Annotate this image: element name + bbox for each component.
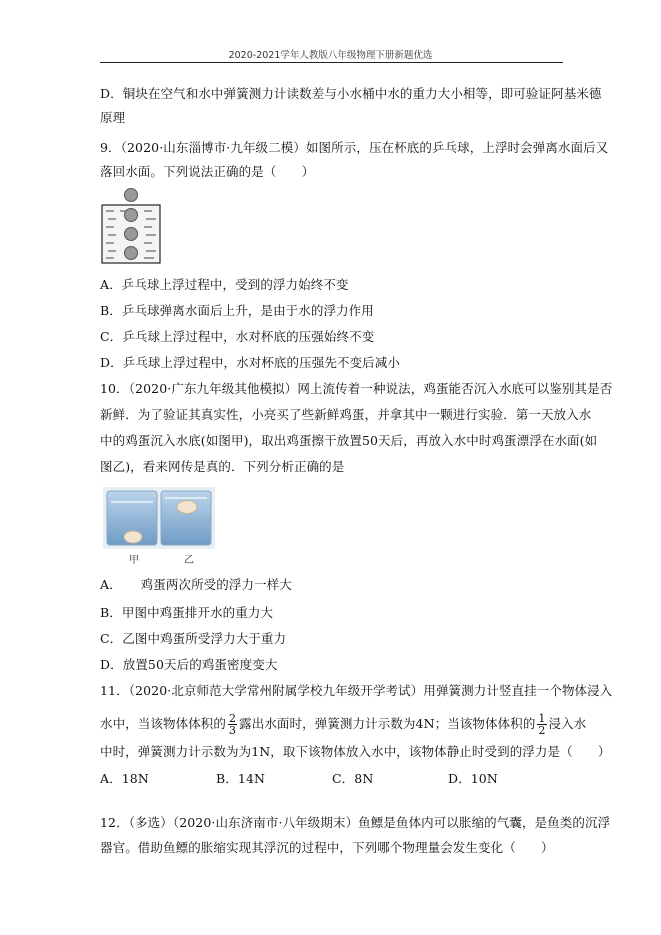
fraction-denominator: 2 <box>538 724 546 737</box>
photo-label-yi: 乙 <box>184 555 194 566</box>
header-rule <box>100 62 563 63</box>
q10-option-c: C．乙图中鸡蛋所受浮力大于重力 <box>100 631 287 646</box>
q12-stem-line1: 12．（多选）（2020·山东济南市·八年级期末）鱼鳔是鱼体内可以胀缩的气囊，是鱼类的沉浮 <box>100 815 611 830</box>
q9-stem-line1: 9．（2020·山东淄博市·九年级二模）如图所示，压在杯底的乒乓球，上浮时会弹离水面后又 <box>100 140 609 155</box>
fraction-denominator: 3 <box>229 724 237 737</box>
pingpong-cup-figure <box>100 187 166 267</box>
q12-stem-line2: 器官。借助鱼鳔的胀缩实现其浮沉的过程中，下列哪个物理量会发生变化（ ） <box>100 840 554 855</box>
photo-label-jia: 甲 <box>129 555 139 566</box>
q10-option-d: D．放置50天后的鸡蛋密度变大 <box>100 657 278 672</box>
glass-left <box>107 491 157 545</box>
q11-stem-line1: 11．（2020·北京师范大学常州附属学校九年级开学考试）用弹簧测力计竖直挂一个物体浸入 <box>100 683 613 698</box>
q11-stem-line3: 中时，弹簧测力计示数为为1N，取下该物体放入水中，该物体静止时受到的浮力是（ ） <box>100 744 611 759</box>
q10-option-b: B．甲图中鸡蛋排开水的重力大 <box>100 605 274 620</box>
q10-stem-line3: 中的鸡蛋沉入水底(如图甲)，取出鸡蛋擦干放置50天后，再放入水中时鸡蛋漂浮在水面(如 <box>100 433 598 448</box>
q10-stem-line2: 新鲜．为了验证其真实性，小亮买了些新鲜鸡蛋，并拿其中一颗进行实验．第一天放入水 <box>100 407 592 422</box>
q10-stem-line1: 10．（2020·广东九年级其他模拟）网上流传着一种说法，鸡蛋能否沉入水底可以鉴别其是否 <box>100 381 613 396</box>
egg-floating <box>177 501 197 514</box>
q11-option-b: B．14N <box>216 771 266 786</box>
q9-option-d: D．乒乓球上浮过程中，水对杯底的压强先不变后减小 <box>100 355 400 370</box>
q10-option-a: A． 鸡蛋两次所受的浮力一样大 <box>100 577 292 592</box>
q11-option-a: A．18N <box>100 771 149 786</box>
q11-text-part2: 露出水面时，弹簧测力计示数为4N；当该物体体积的 <box>239 716 536 731</box>
q11-options-row <box>100 771 498 787</box>
q9-option-b: B．乒乓球弹离水面后上升，是由于水的浮力作用 <box>100 303 374 318</box>
fraction-numerator: 1 <box>538 712 546 725</box>
q11-option-d: D．10N <box>448 771 498 786</box>
q11-text-part3: 浸入水 <box>548 716 587 731</box>
q11-text-part1: 水中，当该物体体积的 <box>100 716 227 731</box>
egg-glass-photo <box>103 487 215 549</box>
q10-stem-line4: 图乙)，看来网传是真的．下列分析正确的是 <box>100 459 345 474</box>
glass-right <box>161 491 211 545</box>
egg-sunk <box>124 531 142 543</box>
q8-option-d-line2: 原理 <box>100 110 126 125</box>
q11-stem-line2 <box>100 713 586 736</box>
page-header: 2020-2021学年人教版八年级物理下册新题优选 <box>228 50 433 61</box>
q9-option-c: C．乒乓球上浮过程中，水对杯底的压强始终不变 <box>100 329 375 344</box>
q11-option-c: C．8N <box>332 771 374 786</box>
fraction-one-half <box>537 713 546 736</box>
q9-stem-line2: 落回水面。下列说法正确的是（ ） <box>100 164 315 179</box>
q9-option-a: A．乒乓球上浮过程中，受到的浮力始终不变 <box>100 277 349 292</box>
fraction-two-thirds <box>228 713 237 736</box>
fraction-numerator: 2 <box>229 712 237 725</box>
q8-option-d-line1: D．铜块在空气和水中弹簧测力计读数差与小水桶中水的重力大小相等，即可验证阿基米德 <box>100 86 602 101</box>
